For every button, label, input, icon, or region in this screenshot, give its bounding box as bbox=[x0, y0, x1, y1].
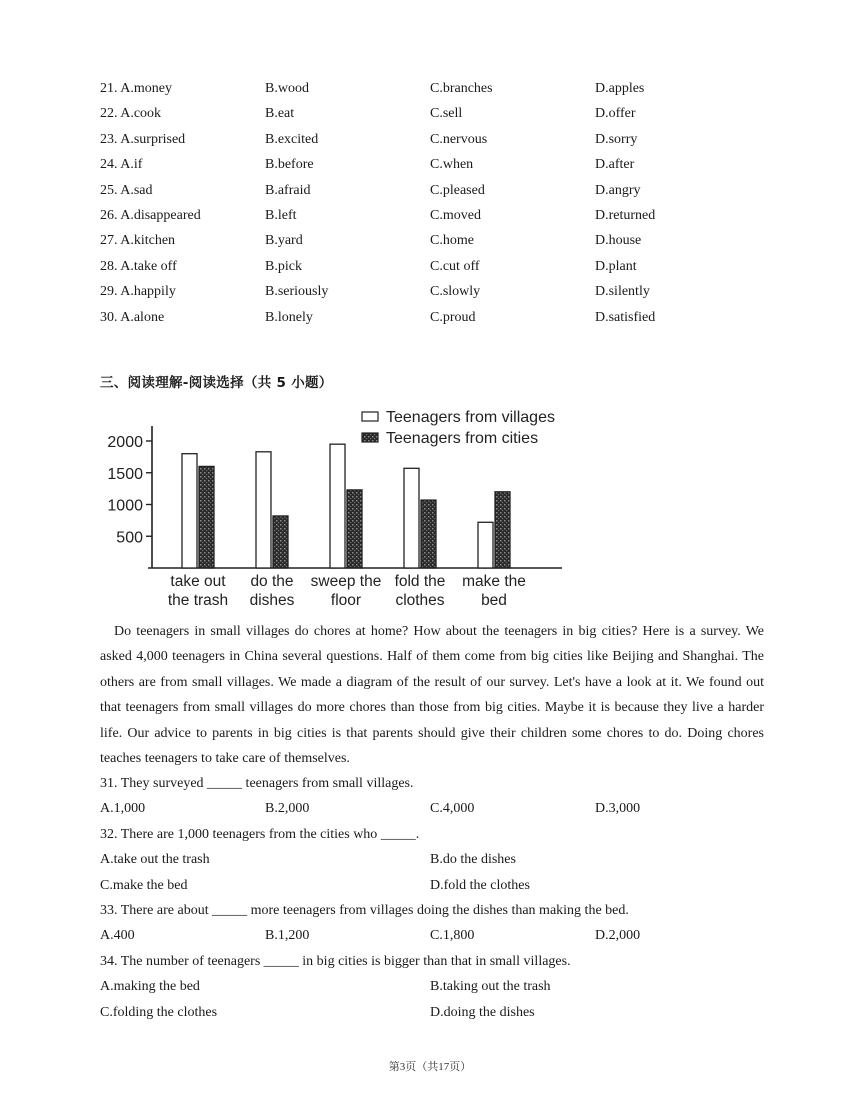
bar-villages bbox=[256, 452, 271, 568]
x-tick-label: do the bbox=[250, 573, 294, 590]
question-stem: 34. The number of teenagers _____ in big cities is bigger than that in small villages. bbox=[100, 954, 571, 969]
option-a[interactable]: A.making the bed bbox=[100, 979, 200, 995]
question-stem: 33. There are about _____ more teenagers from villages doing the dishes than making the bed. bbox=[100, 903, 629, 918]
legend-label: Teenagers from cities bbox=[386, 430, 539, 447]
option-c[interactable]: C.when bbox=[430, 157, 474, 173]
option-d[interactable]: D.apples bbox=[595, 81, 645, 96]
option-row bbox=[100, 256, 760, 281]
option-c[interactable]: C.1,800 bbox=[430, 928, 475, 944]
option-d[interactable]: D.after bbox=[595, 157, 635, 173]
option-a[interactable]: 27. A.kitchen bbox=[100, 233, 176, 249]
x-tick-label: make the bbox=[462, 573, 526, 590]
option-d[interactable]: D.house bbox=[595, 233, 642, 249]
bar-villages bbox=[330, 444, 345, 568]
option-b[interactable]: B.afraid bbox=[265, 182, 311, 198]
option-a[interactable]: 26. A.disappeared bbox=[100, 207, 201, 223]
option-a[interactable]: 22. A.cook bbox=[100, 106, 162, 122]
question-32 bbox=[100, 822, 764, 898]
question-34 bbox=[100, 949, 764, 1025]
option-c[interactable]: C.slowly bbox=[430, 284, 481, 300]
option-b[interactable]: B.yard bbox=[265, 233, 303, 249]
option-b[interactable]: B.do the dishes bbox=[430, 852, 516, 868]
cloze-options-table bbox=[100, 78, 760, 332]
question-stem: 31. They surveyed _____ teenagers from small villages. bbox=[100, 776, 414, 791]
option-a[interactable]: 21. A.money bbox=[100, 81, 172, 96]
y-tick-label: 1500 bbox=[107, 465, 143, 483]
option-d[interactable]: D.3,000 bbox=[595, 801, 641, 817]
legend-label: Teenagers from villages bbox=[386, 409, 555, 426]
option-row bbox=[100, 103, 760, 128]
chores-bar-chart bbox=[100, 400, 570, 612]
option-d[interactable]: D.angry bbox=[595, 182, 641, 198]
option-c[interactable]: C.folding the clothes bbox=[100, 1004, 218, 1020]
option-d[interactable]: D.offer bbox=[595, 106, 636, 122]
bar-villages bbox=[182, 454, 197, 568]
x-tick-label: bed bbox=[481, 592, 507, 609]
x-tick-label: the trash bbox=[167, 592, 229, 609]
question-31 bbox=[100, 771, 764, 822]
option-d[interactable]: D.doing the dishes bbox=[430, 1004, 535, 1020]
option-d[interactable]: D.returned bbox=[595, 207, 656, 223]
option-c[interactable]: C.home bbox=[430, 233, 474, 249]
option-c[interactable]: C.branches bbox=[430, 81, 493, 96]
option-d[interactable]: D.satisfied bbox=[595, 309, 656, 325]
option-c[interactable]: C.proud bbox=[430, 309, 476, 325]
reading-passage bbox=[100, 619, 764, 771]
option-b[interactable]: B.pick bbox=[265, 258, 302, 274]
option-row bbox=[100, 154, 760, 179]
option-a[interactable]: 25. A.sad bbox=[100, 182, 153, 198]
legend-swatch bbox=[362, 412, 378, 421]
option-b[interactable]: B.lonely bbox=[265, 309, 313, 325]
option-d[interactable]: D.2,000 bbox=[595, 928, 641, 944]
option-row bbox=[100, 78, 760, 103]
option-d[interactable]: D.sorry bbox=[595, 131, 638, 147]
option-a[interactable]: 29. A.happily bbox=[100, 284, 176, 300]
option-row bbox=[100, 129, 760, 154]
question-33 bbox=[100, 898, 764, 949]
option-b[interactable]: B.excited bbox=[265, 131, 319, 147]
bar-cities bbox=[347, 490, 362, 568]
option-row bbox=[100, 205, 760, 230]
option-c[interactable]: C.cut off bbox=[430, 258, 480, 274]
bar-cities bbox=[199, 466, 214, 568]
page-footer: 第3页（共17页） bbox=[388, 1061, 472, 1073]
option-d[interactable]: D.fold the clothes bbox=[430, 877, 530, 893]
question-stem: 32. There are 1,000 teenagers from the cities who _____. bbox=[100, 827, 420, 842]
option-c[interactable]: C.sell bbox=[430, 106, 463, 122]
option-a[interactable]: A.take out the trash bbox=[100, 852, 210, 868]
x-tick-label: floor bbox=[330, 592, 362, 609]
option-c[interactable]: C.moved bbox=[430, 207, 481, 223]
option-c[interactable]: C.nervous bbox=[430, 131, 488, 147]
x-tick-label: fold the bbox=[394, 573, 446, 590]
x-tick-label: sweep the bbox=[310, 573, 382, 590]
option-d[interactable]: D.silently bbox=[595, 284, 650, 300]
option-c[interactable]: C.pleased bbox=[430, 182, 485, 198]
option-a[interactable]: 23. A.surprised bbox=[100, 131, 186, 147]
legend-swatch bbox=[362, 433, 378, 442]
option-b[interactable]: B.eat bbox=[265, 106, 295, 122]
option-b[interactable]: B.wood bbox=[265, 81, 309, 96]
y-tick-label: 1000 bbox=[107, 497, 143, 515]
option-c[interactable]: C.make the bed bbox=[100, 877, 188, 893]
option-b[interactable]: B.seriously bbox=[265, 284, 329, 300]
section-title: 三、阅读理解-阅读选择（共 5 小题） bbox=[100, 375, 333, 391]
bar-cities bbox=[421, 500, 436, 568]
x-tick-label: clothes bbox=[395, 592, 445, 609]
option-b[interactable]: B.taking out the trash bbox=[430, 979, 551, 995]
option-b[interactable]: B.2,000 bbox=[265, 801, 310, 817]
option-row bbox=[100, 180, 760, 205]
option-a[interactable]: A.400 bbox=[100, 928, 135, 944]
option-a[interactable]: 24. A.if bbox=[100, 157, 143, 173]
bar-cities bbox=[495, 492, 510, 568]
bar-villages bbox=[478, 522, 493, 568]
chart-svg bbox=[100, 400, 570, 612]
y-tick-label: 2000 bbox=[107, 434, 143, 451]
option-row bbox=[100, 230, 760, 255]
option-a[interactable]: 28. A.take off bbox=[100, 258, 177, 274]
option-b[interactable]: B.1,200 bbox=[265, 928, 310, 944]
option-c[interactable]: C.4,000 bbox=[430, 801, 475, 817]
x-tick-label: dishes bbox=[249, 592, 295, 609]
option-a[interactable]: 30. A.alone bbox=[100, 309, 165, 325]
option-row bbox=[100, 281, 760, 306]
x-tick-label: take out bbox=[170, 573, 226, 590]
option-d[interactable]: D.plant bbox=[595, 258, 637, 274]
option-b[interactable]: B.before bbox=[265, 157, 314, 173]
option-a[interactable]: A.1,000 bbox=[100, 801, 146, 817]
passage-text: Do teenagers in small villages do chores at home? How about the teenagers in big cities? Here is a survey. We asked 4,000 teenagers in China several questions. Half of them come from big cities like Beijing and Shanghai. The others are from small villages. We made a diagram of the result of our survey. Let's have a look at it. We found out that teenagers from small villages do more chores than those from big cities. Maybe it is because they live a harder life. Our advice to parents in big cities is that parents should give their children some chores to do. Doing chores teaches teenagers to take care of themselves. bbox=[100, 624, 764, 767]
bar-cities bbox=[273, 516, 288, 568]
option-b[interactable]: B.left bbox=[265, 207, 297, 223]
option-row bbox=[100, 307, 760, 332]
y-tick-label: 500 bbox=[116, 529, 143, 547]
bar-villages bbox=[404, 468, 419, 568]
